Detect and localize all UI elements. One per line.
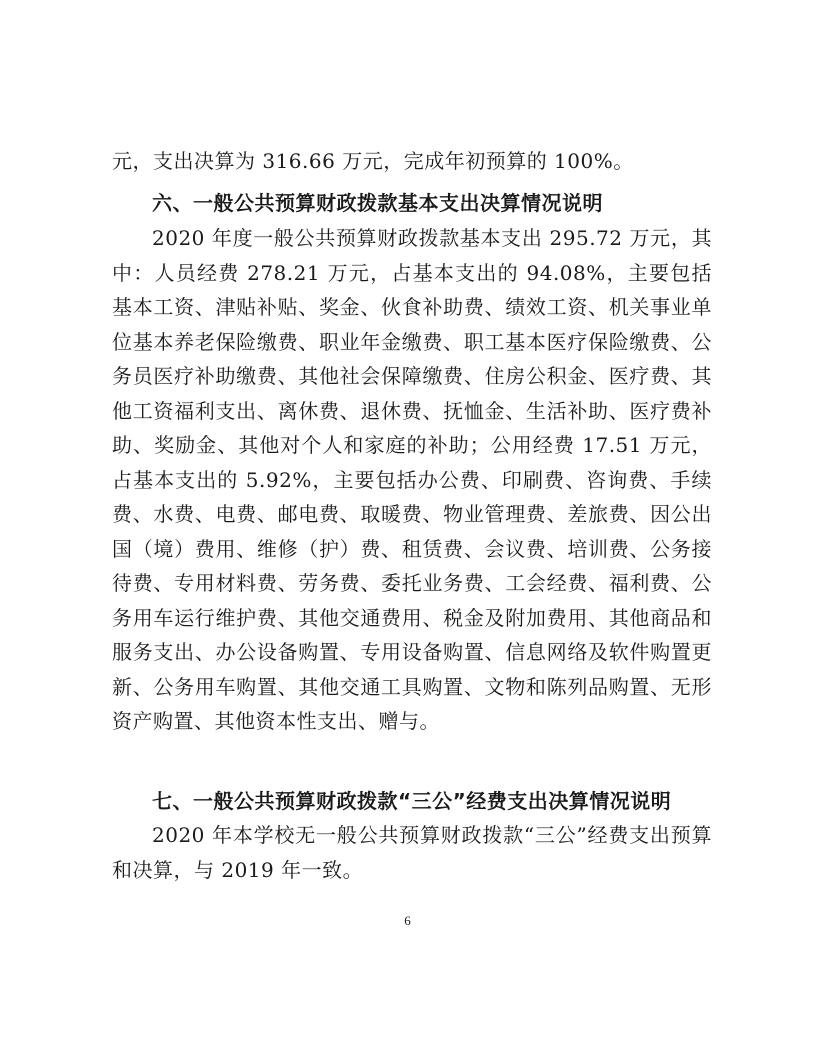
section-seven-heading: 七、一般公共预算财政拨款“三公”经费支出决算情况说明: [152, 789, 672, 813]
section-six-body: 2020 年度一般公共预算财政拨款基本支出 295.72 万元，其中：人员经费 278.21 万元，占基本支出的 94.08%，主要包括基本工资、津贴补贴、奖金、伙食补助费、绩效工资、机关事业单位基本养老保险缴费、职业年金缴费、职工基本医疗保险缴费、公务员医疗补助缴费、其他社会保障缴费、住房公积金、医疗费、其他工资福利支出、离休费、退休费、抚恤金、生活补助、医疗费补助、奖励金、其他对个人和家庭的补助；公用经费 17.51 万元，占基本支出的 5.92%，主要包括办公费、印刷费、咨询费、手续费、水费、电费、邮电费、取暖费、物业管理费、差旅费、因公出国（境）费用、维修（护）费、租赁费、会议费、培训费、公务接待费、专用材料费、劳务费、委托业务费、工会经费、福利费、公务用车运行维护费、其他交通费用、税金及附加费用、其他商品和服务支出、办公设备购置、专用设备购置、信息网络及软件购置更新、公务用车购置、其他交通工具购置、文物和陈列品购置、无形资产购置、其他资本性支出、赠与。: [112, 226, 712, 733]
page-number: 6: [404, 913, 411, 928]
section-six-heading: 六、一般公共预算财政拨款基本支出决算情况说明: [152, 191, 603, 215]
section-seven-body: 2020 年本学校无一般公共预算财政拨款“三公”经费支出预算和决算，与 2019 年一致。: [112, 823, 712, 882]
continuation-paragraph: 元，支出决算为 316.66 万元，完成年初预算的 100%。: [112, 149, 634, 173]
